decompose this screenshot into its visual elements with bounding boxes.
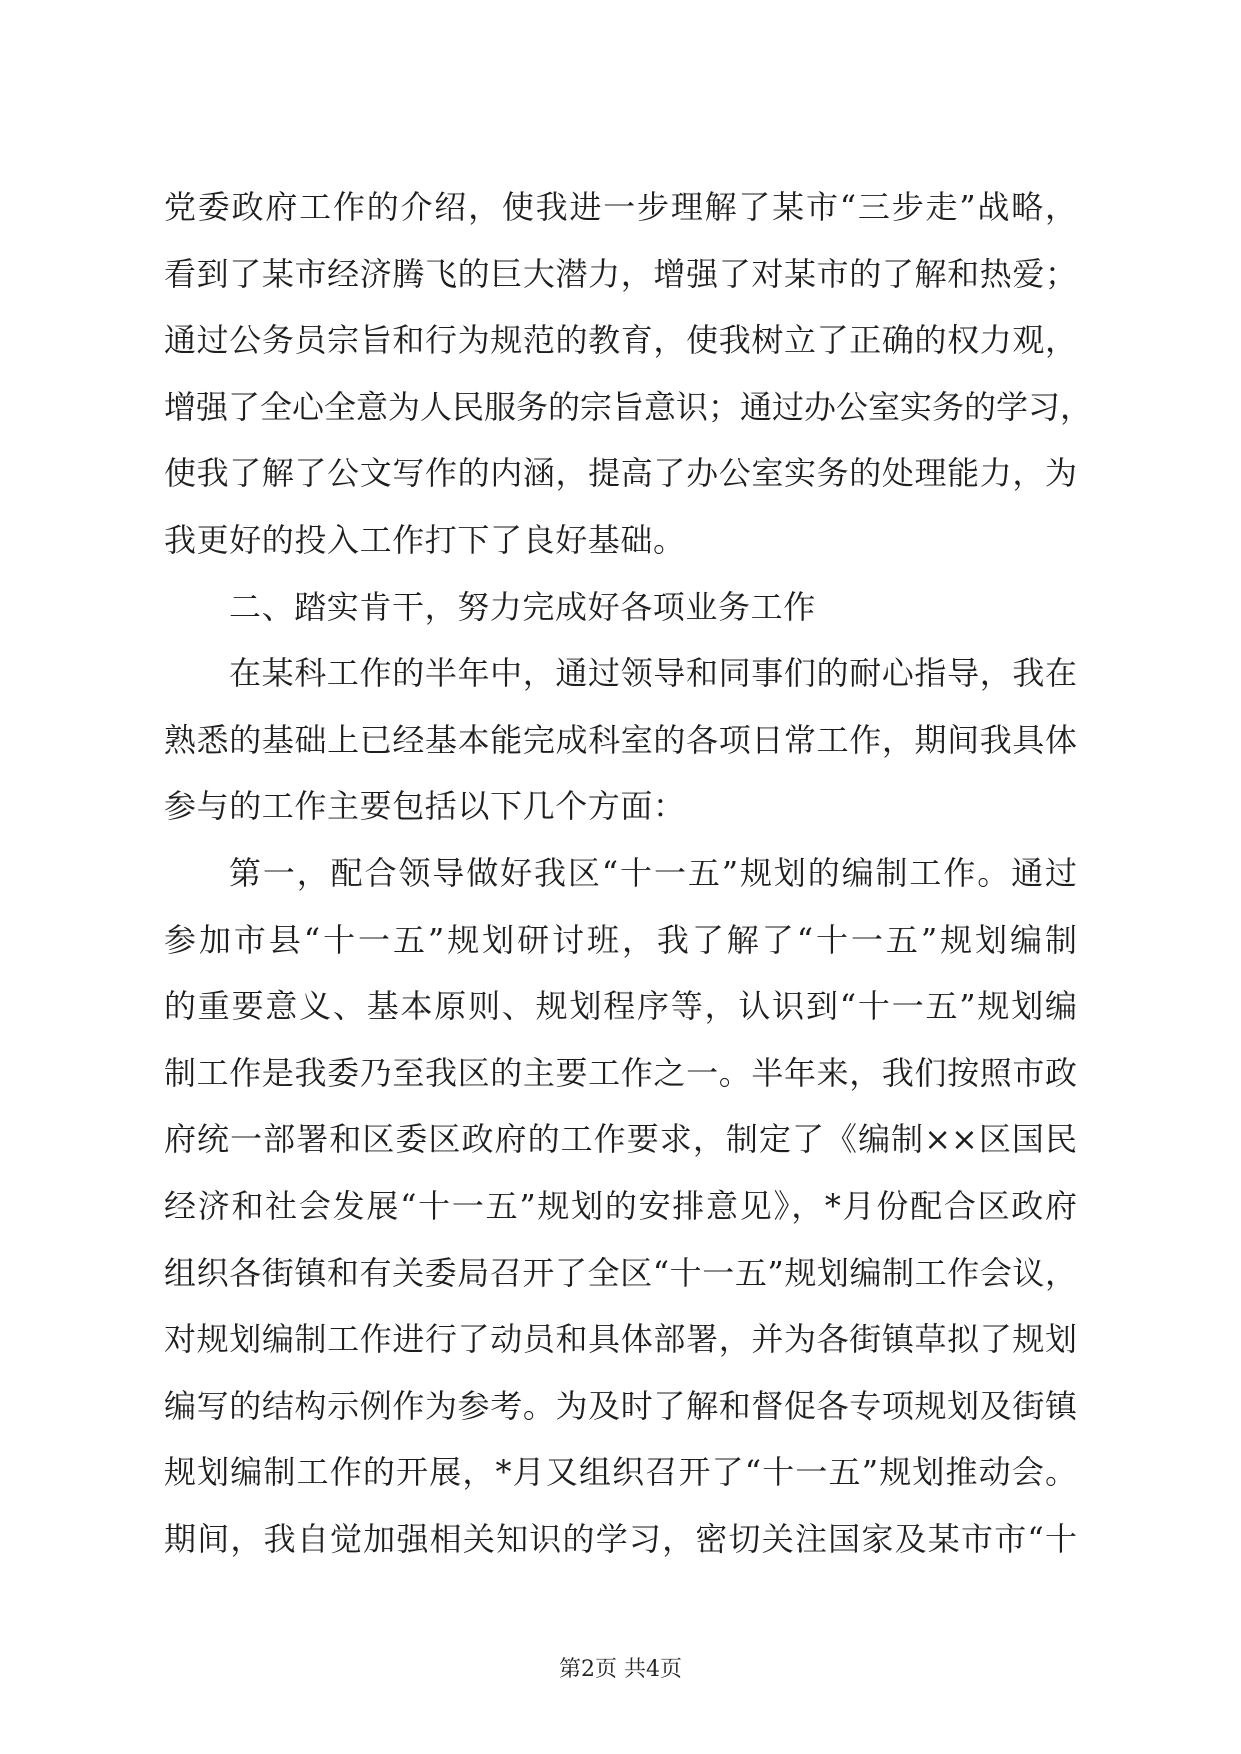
body-line: 熟悉的基础上已经基本能完成科室的各项日常工作，期间我具体: [164, 720, 1077, 759]
body-line: 组织各街镇和有关委局召开了全区“十一五”规划编制工作会议，: [164, 1253, 1077, 1292]
body-line: 期间，我自觉加强相关知识的学习，密切关注国家及某市市“十: [164, 1519, 1077, 1558]
body-line: 府统一部署和区委区政府的工作要求，制定了《编制××区国民: [164, 1120, 1077, 1159]
body-line: 制工作是我委乃至我区的主要工作之一。半年来，我们按照市政: [164, 1053, 1077, 1092]
body-line: 的重要意义、基本原则、规划程序等，认识到“十一五”规划编: [164, 987, 1077, 1026]
body-line: 参与的工作主要包括以下几个方面：: [164, 787, 686, 826]
body-line: 增强了全心全意为人民服务的宗旨意识；通过办公室实务的学习，: [164, 387, 1093, 426]
body-line: 看到了某市经济腾飞的巨大潜力，增强了对某市的了解和热爱；: [164, 254, 1077, 293]
body-line: 我更好的投入工作打下了良好基础。: [164, 520, 686, 559]
body-line: 使我了解了公文写作的内涵，提高了办公室实务的处理能力，为: [164, 454, 1077, 493]
body-line: 参加市县“十一五”规划研讨班，我了解了“十一五”规划编制: [164, 920, 1077, 959]
body-line: 在某科工作的半年中，通过领导和同事们的耐心指导，我在: [229, 654, 1077, 693]
page-number-footer: 第2页 共4页: [559, 1657, 682, 1682]
body-line: 党委政府工作的介绍，使我进一步理解了某市“三步走”战略，: [164, 188, 1077, 226]
body-line: 编写的结构示例作为参考。为及时了解和督促各专项规划及街镇: [164, 1386, 1077, 1425]
body-line: 经济和社会发展“十一五”规划的安排意见》，*月份配合区政府: [164, 1186, 1077, 1225]
body-line: 第一，配合领导做好我区“十一五”规划的编制工作。通过: [229, 853, 1077, 892]
body-line: 通过公务员宗旨和行为规范的教育，使我树立了正确的权力观，: [164, 321, 1077, 360]
section-heading: 二、踏实肯干，努力完成好各项业务工作: [229, 587, 816, 626]
document-body: [164, 174, 1093, 1572]
body-line: 规划编制工作的开展，*月又组织召开了“十一五”规划推动会。: [164, 1453, 1077, 1492]
body-line: 对规划编制工作进行了动员和具体部署，并为各街镇草拟了规划: [164, 1320, 1077, 1359]
